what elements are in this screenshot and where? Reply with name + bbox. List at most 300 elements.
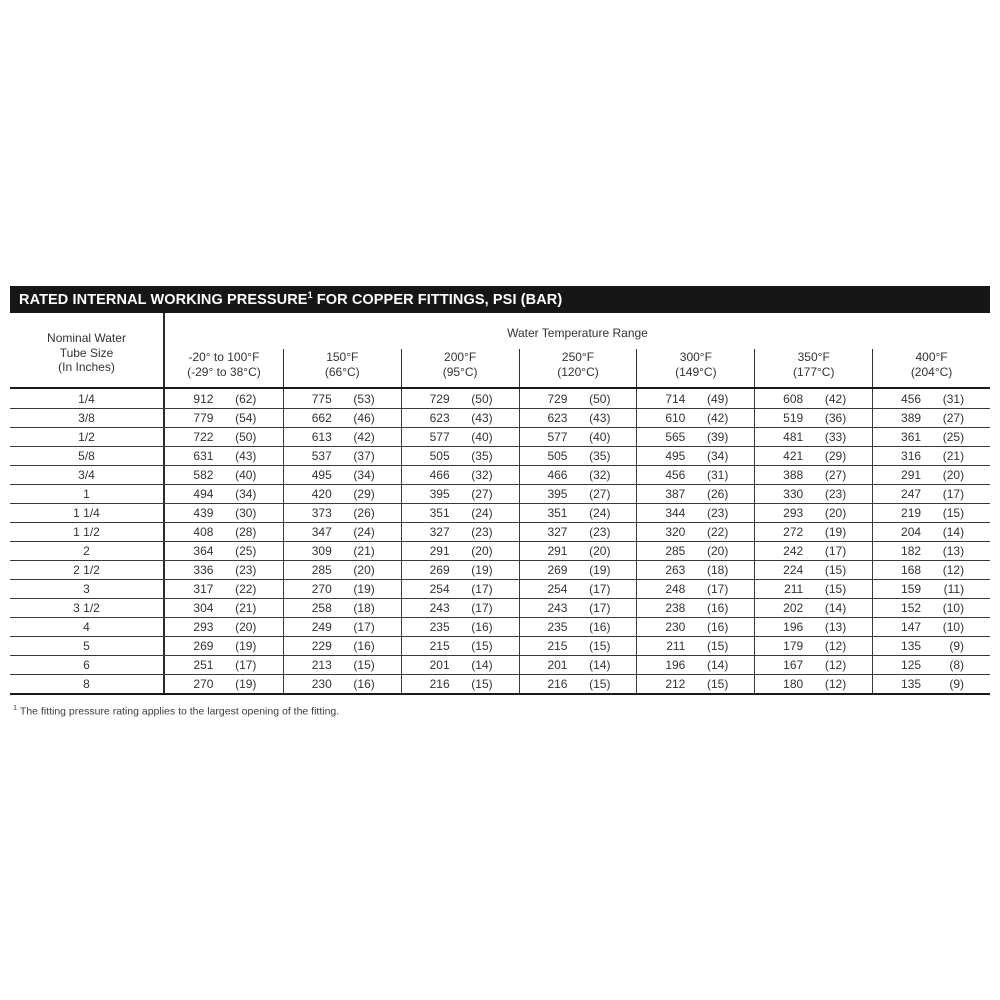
pressure-cell [165, 599, 283, 617]
bar-value: (17) [235, 658, 257, 672]
psi-value: 421 [783, 449, 804, 463]
psi-value: 729 [429, 391, 450, 406]
pressure-cell [519, 580, 637, 598]
temp-celsius: (120°C) [557, 365, 599, 379]
bar-value: (20) [471, 544, 493, 558]
psi-value: 722 [193, 430, 214, 444]
psi-value: 230 [311, 677, 332, 691]
psi-value: 344 [665, 506, 686, 520]
pressure-cell [401, 389, 519, 408]
pressure-cell [519, 561, 637, 579]
pressure-cell [519, 428, 637, 446]
pressure-cell [401, 561, 519, 579]
temp-column-header [872, 349, 990, 387]
temp-fahrenheit: -20° to 100°F [188, 350, 260, 364]
pressure-cell [283, 637, 401, 655]
pressure-cell [872, 504, 990, 522]
pressure-cell [165, 485, 283, 503]
psi-value: 613 [311, 430, 332, 444]
psi-value: 243 [429, 601, 450, 615]
bar-value: (24) [353, 525, 375, 539]
tube-size-cell: 4 [10, 618, 165, 636]
pressure-cell [283, 504, 401, 522]
bar-value: (12) [824, 658, 847, 672]
bar-value: (43) [471, 411, 493, 425]
bar-value: (13) [824, 620, 847, 634]
psi-value: 481 [783, 430, 804, 444]
psi-value: 389 [901, 411, 922, 425]
psi-value: 204 [901, 525, 922, 539]
tube-size-cell: 3/4 [10, 466, 165, 484]
pressure-cell [754, 523, 872, 541]
pressure-cell [165, 675, 283, 693]
psi-value: 456 [665, 468, 686, 482]
bar-value: (54) [235, 411, 257, 425]
pressure-cell [283, 466, 401, 484]
table-row [10, 598, 990, 617]
bar-value: (16) [353, 677, 375, 691]
psi-value: 505 [547, 449, 568, 463]
psi-value: 152 [901, 601, 922, 615]
pressure-cell [283, 447, 401, 465]
bar-value: (21) [353, 544, 375, 558]
bar-value: (27) [824, 468, 847, 482]
bar-value: (34) [235, 487, 257, 501]
bar-value: (23) [471, 525, 493, 539]
pressure-cell [165, 389, 283, 408]
psi-value: 327 [429, 525, 450, 539]
psi-value: 211 [666, 639, 686, 653]
psi-value: 608 [783, 391, 804, 406]
bar-value: (21) [942, 449, 965, 463]
bar-value: (39) [707, 430, 729, 444]
bar-value: (8) [949, 658, 965, 672]
psi-value: 291 [901, 468, 922, 482]
psi-value: 779 [193, 411, 214, 425]
psi-value: 215 [547, 639, 568, 653]
pressure-cell [519, 485, 637, 503]
psi-value: 631 [193, 449, 214, 463]
psi-value: 565 [665, 430, 686, 444]
pressure-cell [519, 504, 637, 522]
psi-value: 235 [429, 620, 450, 634]
psi-value: 147 [901, 620, 922, 634]
tube-size-header-line1: Nominal Water [47, 331, 126, 346]
table-body [10, 389, 990, 695]
bar-value: (10) [942, 620, 965, 634]
psi-value: 466 [547, 468, 568, 482]
bar-value: (28) [235, 525, 257, 539]
psi-value: 159 [901, 582, 922, 596]
table-row [10, 560, 990, 579]
pressure-cell [872, 523, 990, 541]
pressure-cell [283, 389, 401, 408]
bar-value: (46) [353, 411, 375, 425]
pressure-cell [754, 504, 872, 522]
bar-value: (15) [353, 658, 375, 672]
psi-value: 662 [311, 411, 332, 425]
temp-column-header [165, 349, 283, 387]
pressure-cell [872, 485, 990, 503]
psi-value: 387 [665, 487, 686, 501]
pressure-cell [165, 409, 283, 427]
pressure-cell [636, 580, 754, 598]
psi-value: 201 [547, 658, 568, 672]
bar-value: (19) [353, 582, 375, 596]
psi-value: 456 [901, 391, 922, 406]
pressure-cell [165, 447, 283, 465]
psi-value: 351 [547, 506, 568, 520]
psi-value: 242 [783, 544, 804, 558]
bar-value: (15) [589, 677, 611, 691]
psi-value: 179 [783, 639, 804, 653]
tube-size-cell: 2 1/2 [10, 561, 165, 579]
temp-fahrenheit: 400°F [915, 350, 948, 364]
pressure-cell [283, 561, 401, 579]
table-row [10, 674, 990, 693]
pressure-cell [165, 428, 283, 446]
psi-value: 135 [901, 639, 922, 653]
pressure-cell [636, 409, 754, 427]
table-footnote [13, 703, 339, 718]
bar-value: (19) [824, 525, 847, 539]
table-row [10, 446, 990, 465]
temp-column-header [519, 349, 637, 387]
bar-value: (14) [707, 658, 729, 672]
tube-size-cell: 1 1/4 [10, 504, 165, 522]
bar-value: (15) [942, 506, 965, 520]
bar-value: (19) [589, 563, 611, 577]
bar-value: (42) [824, 391, 847, 406]
pressure-cell [519, 389, 637, 408]
psi-value: 729 [547, 391, 568, 406]
pressure-cell [283, 580, 401, 598]
bar-value: (11) [943, 582, 965, 596]
bar-value: (13) [942, 544, 965, 558]
pressure-cell [401, 466, 519, 484]
bar-value: (34) [707, 449, 729, 463]
pressure-cell [519, 466, 637, 484]
psi-value: 395 [429, 487, 450, 501]
pressure-cell [754, 618, 872, 636]
pressure-cell [401, 637, 519, 655]
table-row [10, 465, 990, 484]
tube-size-cell: 1/4 [10, 389, 165, 408]
psi-value: 269 [547, 563, 568, 577]
bar-value: (25) [942, 430, 965, 444]
psi-value: 229 [311, 639, 332, 653]
psi-value: 582 [193, 468, 214, 482]
table-row [10, 617, 990, 636]
pressure-cell [636, 447, 754, 465]
psi-value: 775 [311, 391, 332, 406]
psi-value: 272 [783, 525, 804, 539]
pressure-cell [754, 656, 872, 674]
tube-size-cell: 1 1/2 [10, 523, 165, 541]
psi-value: 254 [547, 582, 568, 596]
bar-value: (40) [235, 468, 257, 482]
bar-value: (37) [353, 449, 375, 463]
pressure-cell [872, 580, 990, 598]
pressure-cell [754, 485, 872, 503]
pressure-cell [165, 466, 283, 484]
pressure-cell [636, 428, 754, 446]
pressure-cell [754, 428, 872, 446]
title-footnote-marker: 1 [307, 289, 313, 300]
tube-size-cell: 5/8 [10, 447, 165, 465]
psi-value: 219 [901, 506, 922, 520]
psi-value: 167 [783, 658, 804, 672]
pressure-cell [519, 523, 637, 541]
psi-value: 309 [311, 544, 332, 558]
bar-value: (20) [942, 468, 965, 482]
bar-value: (16) [471, 620, 493, 634]
bar-value: (26) [707, 487, 729, 501]
pressure-cell [872, 618, 990, 636]
bar-value: (17) [353, 620, 375, 634]
temp-fahrenheit: 200°F [444, 350, 477, 364]
bar-value: (36) [824, 411, 847, 425]
psi-value: 211 [784, 582, 804, 596]
psi-value: 304 [193, 601, 214, 615]
psi-value: 270 [311, 582, 332, 596]
bar-value: (23) [589, 525, 611, 539]
pressure-cell [872, 409, 990, 427]
pressure-cell [519, 409, 637, 427]
pressure-cell [283, 409, 401, 427]
bar-value: (16) [707, 620, 729, 634]
pressure-cell [401, 618, 519, 636]
bar-value: (17) [942, 487, 965, 501]
temp-column-header [754, 349, 872, 387]
pressure-cell [401, 409, 519, 427]
psi-value: 466 [429, 468, 450, 482]
pressure-cell [872, 675, 990, 693]
bar-value: (34) [353, 468, 375, 482]
bar-value: (18) [707, 563, 729, 577]
psi-value: 215 [429, 639, 450, 653]
pressure-cell [636, 637, 754, 655]
tube-size-cell: 2 [10, 542, 165, 560]
pressure-cell [401, 504, 519, 522]
pressure-cell [165, 656, 283, 674]
bar-value: (14) [471, 658, 493, 672]
pressure-cell [165, 561, 283, 579]
bar-value: (27) [471, 487, 493, 501]
psi-value: 505 [429, 449, 450, 463]
psi-value: 327 [547, 525, 568, 539]
tube-size-header-line2: Tube Size [59, 345, 114, 360]
table-row [10, 655, 990, 674]
bar-value: (23) [235, 563, 257, 577]
bar-value: (12) [824, 639, 847, 653]
bar-value: (35) [589, 449, 611, 463]
table-row [10, 522, 990, 541]
psi-value: 408 [193, 525, 214, 539]
pressure-cell [165, 618, 283, 636]
psi-value: 168 [901, 563, 922, 577]
bar-value: (15) [707, 639, 729, 653]
psi-value: 494 [193, 487, 214, 501]
bar-value: (17) [589, 601, 611, 615]
tube-size-cell: 1 [10, 485, 165, 503]
psi-value: 230 [665, 620, 686, 634]
psi-value: 202 [783, 601, 804, 615]
psi-value: 135 [901, 677, 922, 691]
bar-value: (16) [707, 601, 729, 615]
psi-value: 270 [193, 677, 214, 691]
water-temperature-range-label: Water Temperature Range [507, 326, 648, 340]
temp-celsius: (66°C) [324, 365, 360, 379]
pressure-cell [401, 447, 519, 465]
bar-value: (20) [589, 544, 611, 558]
psi-value: 293 [783, 506, 804, 520]
pressure-cell [754, 675, 872, 693]
psi-value: 495 [311, 468, 332, 482]
psi-value: 330 [783, 487, 804, 501]
bar-value: (19) [235, 677, 257, 691]
pressure-cell [519, 637, 637, 655]
pressure-cell [401, 542, 519, 560]
footnote-marker: 1 [13, 703, 18, 712]
pressure-cell [401, 656, 519, 674]
psi-value: 249 [311, 620, 332, 634]
bar-value: (26) [353, 506, 375, 520]
pressure-cell [754, 389, 872, 408]
psi-value: 285 [665, 544, 686, 558]
pressure-cell [754, 409, 872, 427]
pressure-cell [636, 542, 754, 560]
bar-value: (29) [824, 449, 847, 463]
temp-celsius: (204°C) [910, 365, 953, 379]
psi-value: 269 [429, 563, 450, 577]
bar-value: (49) [707, 391, 729, 406]
bar-value: (16) [589, 620, 611, 634]
psi-value: 364 [193, 544, 214, 558]
psi-value: 577 [429, 430, 450, 444]
bar-value: (15) [589, 639, 611, 653]
pressure-cell [636, 561, 754, 579]
pressure-cell [872, 466, 990, 484]
psi-value: 316 [901, 449, 922, 463]
bar-value: (50) [589, 391, 611, 406]
pressure-cell [636, 656, 754, 674]
pressure-cell [283, 542, 401, 560]
pressure-cell [519, 599, 637, 617]
bar-value: (14) [589, 658, 611, 672]
pressure-cell [283, 523, 401, 541]
pressure-cell [283, 599, 401, 617]
bar-value: (24) [589, 506, 611, 520]
table-row [10, 503, 990, 522]
pressure-cell [872, 656, 990, 674]
temp-column-header [401, 349, 519, 387]
psi-value: 351 [429, 506, 450, 520]
psi-value: 537 [311, 449, 332, 463]
table-row [10, 408, 990, 427]
bar-value: (22) [235, 582, 257, 596]
bar-value: (24) [471, 506, 493, 520]
pressure-cell [519, 447, 637, 465]
pressure-cell [754, 580, 872, 598]
pressure-cell [754, 542, 872, 560]
psi-value: 293 [193, 620, 214, 634]
psi-value: 519 [783, 411, 804, 425]
tube-size-header-line3: (In Inches) [58, 360, 115, 375]
bar-value: (29) [353, 487, 375, 501]
psi-value: 395 [547, 487, 568, 501]
pressure-cell [636, 504, 754, 522]
bar-value: (20) [353, 563, 375, 577]
pressure-cell [165, 504, 283, 522]
pressure-cell [283, 675, 401, 693]
table-row [10, 427, 990, 446]
pressure-cell [636, 523, 754, 541]
temp-celsius: (177°C) [792, 365, 835, 379]
psi-value: 623 [547, 411, 568, 425]
pressure-cell [401, 523, 519, 541]
temp-fahrenheit: 300°F [679, 350, 712, 364]
psi-value: 196 [665, 658, 686, 672]
tube-size-column-header [10, 313, 165, 387]
bar-value: (53) [353, 391, 375, 406]
tube-size-cell: 6 [10, 656, 165, 674]
bar-value: (20) [235, 620, 257, 634]
psi-value: 291 [429, 544, 450, 558]
pressure-cell [872, 599, 990, 617]
pressure-cell [754, 447, 872, 465]
temp-column-header [283, 349, 401, 387]
bar-value: (33) [824, 430, 847, 444]
bar-value: (17) [589, 582, 611, 596]
psi-value: 388 [783, 468, 804, 482]
psi-value: 361 [901, 430, 922, 444]
bar-value: (15) [471, 639, 493, 653]
bar-value: (40) [589, 430, 611, 444]
table-row [10, 636, 990, 655]
bar-value: (43) [235, 449, 257, 463]
bar-value: (27) [942, 411, 965, 425]
temp-fahrenheit: 150°F [326, 350, 359, 364]
pressure-rating-table [10, 286, 990, 695]
bar-value: (42) [353, 430, 375, 444]
psi-value: 258 [311, 601, 332, 615]
bar-value: (20) [824, 506, 847, 520]
psi-value: 373 [311, 506, 332, 520]
bar-value: (25) [235, 544, 257, 558]
psi-value: 291 [547, 544, 568, 558]
pressure-cell [401, 599, 519, 617]
psi-value: 577 [547, 430, 568, 444]
bar-value: (17) [471, 582, 493, 596]
psi-value: 263 [665, 563, 686, 577]
pressure-cell [283, 656, 401, 674]
table-row [10, 541, 990, 560]
tube-size-cell: 5 [10, 637, 165, 655]
table-title-bar [10, 286, 990, 313]
psi-value: 182 [901, 544, 922, 558]
bar-value: (42) [707, 411, 729, 425]
pressure-cell [283, 618, 401, 636]
bar-value: (15) [824, 563, 847, 577]
psi-value: 196 [783, 620, 804, 634]
pressure-cell [165, 542, 283, 560]
psi-value: 623 [429, 411, 450, 425]
psi-value: 235 [547, 620, 568, 634]
pressure-cell [165, 523, 283, 541]
pressure-cell [872, 561, 990, 579]
bar-value: (17) [471, 601, 493, 615]
